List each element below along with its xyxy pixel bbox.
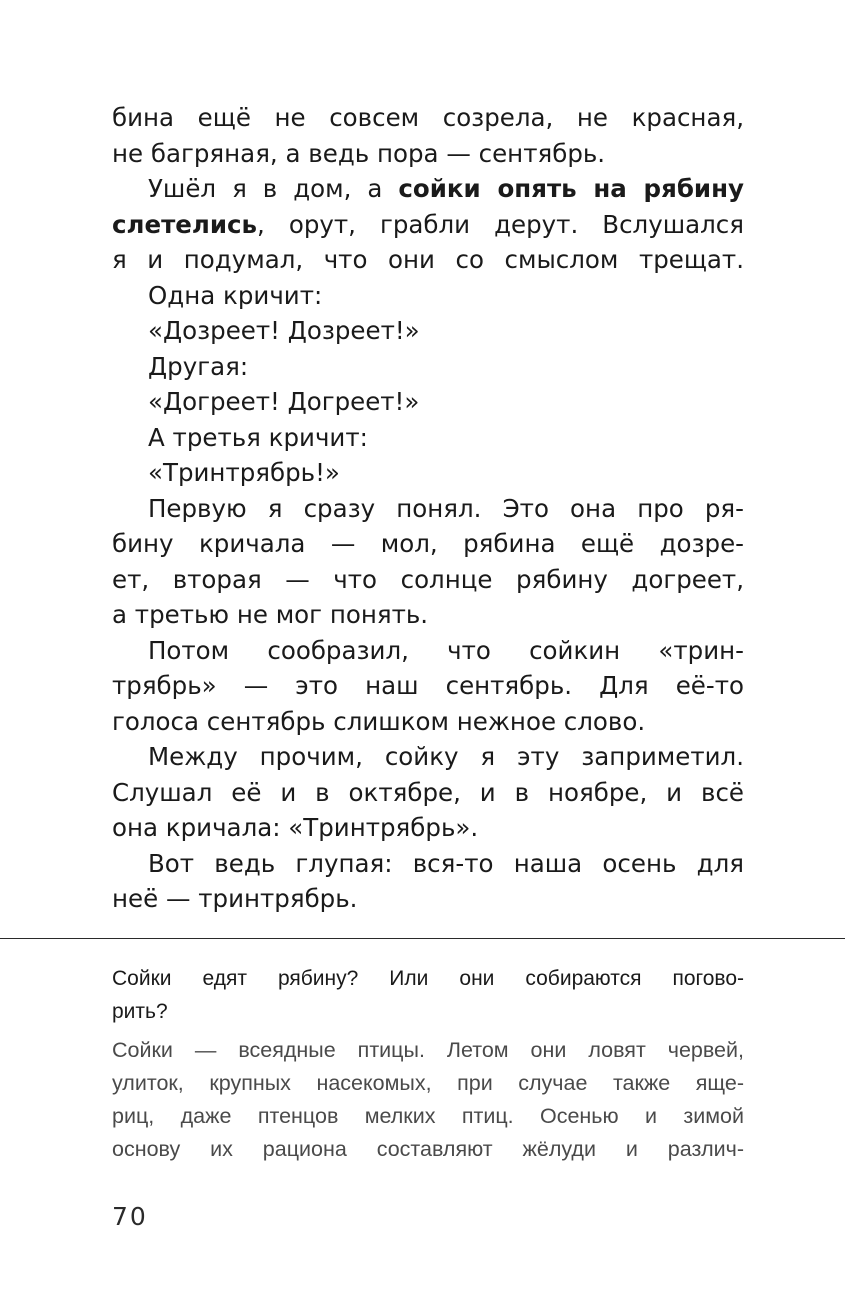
story-line: я и подумал, что они со смыслом трещат. bbox=[112, 245, 744, 274]
story-line: «Тринтрябрь!» bbox=[148, 458, 340, 487]
story-line: бина ещё не совсем созрела, не красная, bbox=[112, 103, 744, 132]
answer-line: основу их рациона составляют жёлуди и различ- bbox=[112, 1137, 744, 1161]
story-bold-phrase: слетелись bbox=[112, 209, 258, 239]
story-line: Одна кричит: bbox=[148, 280, 323, 310]
story-line: Вот ведь глупая: вся-то наша осень для bbox=[148, 848, 744, 878]
story-line: Потом сообразил, что сойкин «трин- bbox=[148, 635, 744, 665]
story-line bbox=[112, 207, 744, 243]
question-line: рить? bbox=[112, 1000, 168, 1023]
story-text-segment: Ушёл я в дом, а bbox=[148, 174, 399, 203]
story-line: «Дозреет! Дозреет!» bbox=[148, 316, 420, 345]
story-line: неё — тринтрябрь. bbox=[112, 884, 358, 913]
story-line: она кричала: «Тринтрябрь». bbox=[112, 813, 479, 842]
story-line: Другая: bbox=[148, 351, 249, 381]
sidebar-answer bbox=[112, 1034, 744, 1166]
story-line: трябрь» — это наш сентябрь. Для её-то bbox=[112, 671, 744, 700]
story-text-segment: , орут, грабли дерут. Вслушался bbox=[257, 209, 744, 239]
story-bold-phrase: сойки опять на рябину bbox=[398, 174, 744, 203]
story-line: Первую я сразу понял. Это она про ря- bbox=[148, 493, 744, 523]
section-divider bbox=[0, 938, 845, 939]
story-line: «Догреет! Догреет!» bbox=[148, 387, 420, 416]
story-line: голоса сентябрь слишком нежное слово. bbox=[112, 706, 646, 736]
story-line: Слушал её и в октябре, и в ноябре, и всё bbox=[112, 777, 744, 807]
story-line bbox=[112, 171, 744, 207]
story-line: Между прочим, сойку я эту заприметил. bbox=[148, 742, 744, 771]
answer-line: риц, даже птенцов мелких птиц. Осенью и зимой bbox=[112, 1104, 744, 1128]
answer-line: Сойки — всеядные птицы. Летом они ловят червей, bbox=[112, 1038, 744, 1062]
answer-line: улиток, крупных насекомых, при случае также яще- bbox=[112, 1071, 744, 1095]
story-line: а третью не мог понять. bbox=[112, 600, 429, 629]
story-line: А третья кричит: bbox=[148, 422, 368, 452]
question-line: Сойки едят рябину? Или они собираются погово- bbox=[112, 967, 744, 990]
page-number: 70 bbox=[112, 1202, 148, 1231]
story-line: бину кричала — мол, рябина ещё дозре- bbox=[112, 529, 744, 558]
story-line: не багряная, а ведь пора — сентябрь. bbox=[112, 138, 606, 168]
story-line: ет, вторая — что солнце рябину догреет, bbox=[112, 564, 744, 594]
sidebar-question bbox=[112, 962, 744, 1028]
story-text bbox=[112, 100, 744, 917]
